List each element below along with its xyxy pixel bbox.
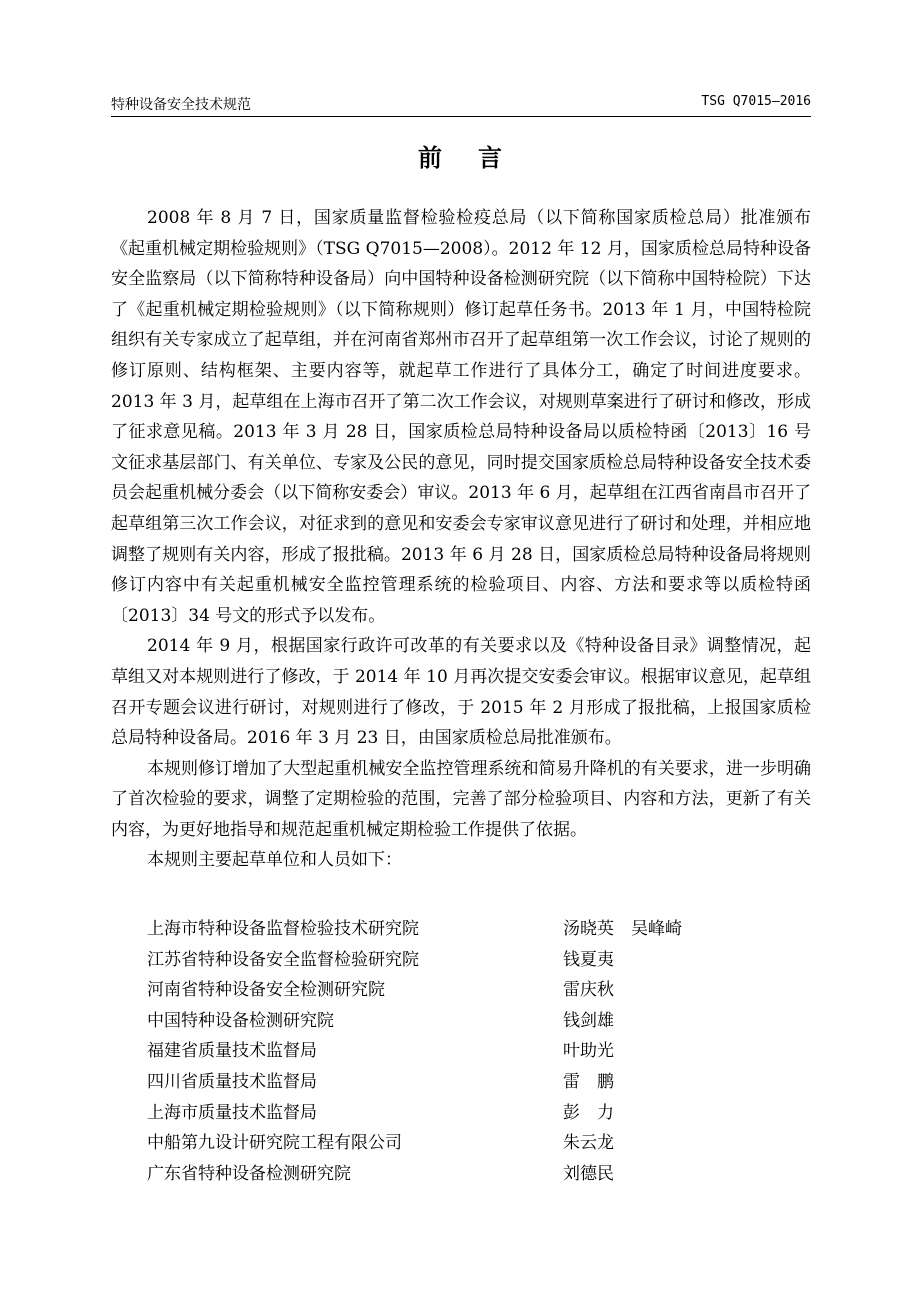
header-standard-code: TSG Q7015—2016 bbox=[701, 94, 811, 109]
drafter-org: 中国特种设备检测研究院 bbox=[147, 1010, 334, 1031]
drafter-people: 彭 力 bbox=[563, 1102, 614, 1123]
drafter-people: 雷庆秋 bbox=[563, 980, 614, 1001]
drafter-row bbox=[147, 975, 811, 1006]
drafter-org: 福建省质量技术监督局 bbox=[147, 1041, 317, 1062]
drafter-row bbox=[147, 914, 811, 945]
drafter-org: 上海市质量技术监督局 bbox=[147, 1102, 317, 1123]
paragraph-history: 2008 年 8 月 7 日，国家质量监督检验检疫总局（以下简称国家质检总局）批准颁布《起重机械定期检验规则》（TSG Q7015—2008）。2012 年 12 月，国家质检总局特种设备安全监察局（以下简称特种设备局）向中国特种设备检测研究院（以下简称中国特检院）下达了《起重机械定期检验规则》（以下简称规则）修订起草任务书。2013 年 1 月，中国特检院组织有关专家成立了起草组，并在河南省郑州市召开了起草组第一次工作会议，讨论了规则的修订原则、结构框架、主要内容等，就起草工作进行了具体分工，确定了时间进度要求。2013 年 3 月，起草组在上海市召开了第二次工作会议，对规则草案进行了研讨和修改，形成了征求意见稿。2013 年 3 月 28 日，国家质检总局特种设备局以质检特函〔2013〕16 号文征求基层部门、有关单位、专家及公民的意见，同时提交国家质检总局特种设备安全技术委员会起重机械分委会（以下简称安委会）审议。2013 年 6 月，起草组在江西省南昌市召开了起草组第三次工作会议，对征求到的意见和安委会专家审议意见进行了研讨和处理，并相应地调整了规则有关内容，形成了报批稿。2013 年 6 月 28 日，国家质检总局特种设备局将规则修订内容中有关起重机械安全监控管理系统的检验项目、内容、方法和要求等以质检特函〔2013〕34 号文的形式予以发布。 bbox=[111, 208, 811, 626]
drafter-row bbox=[147, 945, 811, 976]
drafter-people: 朱云龙 bbox=[563, 1133, 614, 1154]
drafter-org: 广东省特种设备检测研究院 bbox=[147, 1163, 351, 1184]
paragraph-revision-2014: 2014 年 9 月，根据国家行政许可改革的有关要求以及《特种设备目录》调整情况，起草组又对本规则进行了修改，于 2014 年 10 月再次提交安委会审议。根据审议意见，起草组召开专题会议进行研讨，对规则进行了修改，于 2015 年 2 月形成了报批稿，上报国家质检总局特种设备局。2016 年 3 月 23 日，由国家质检总局批准颁布。 bbox=[111, 636, 811, 749]
paragraph-revision-summary: 本规则修订增加了大型起重机械安全监控管理系统和简易升降机的有关要求，进一步明确了首次检验的要求，调整了定期检验的范围，完善了部分检验项目、内容和方法，更新了有关内容，为更好地指导和规范起重机械定期检验工作提供了依据。 bbox=[111, 758, 811, 840]
drafter-people: 汤晓英 吴峰崎 bbox=[563, 919, 682, 939]
drafter-row bbox=[147, 1159, 811, 1190]
drafters-list bbox=[147, 914, 811, 1189]
header-spec-series: 特种设备安全技术规范 bbox=[111, 97, 251, 113]
drafter-row bbox=[147, 1098, 811, 1129]
drafter-row bbox=[147, 1067, 811, 1098]
drafter-people: 刘德民 bbox=[563, 1163, 614, 1184]
drafter-org: 中船第九设计研究院工程有限公司 bbox=[147, 1133, 402, 1154]
drafter-org: 上海市特种设备监督检验技术研究院 bbox=[147, 919, 419, 939]
drafter-row bbox=[147, 1006, 811, 1037]
drafter-people: 钱剑雄 bbox=[563, 1010, 614, 1031]
running-header bbox=[111, 92, 811, 117]
drafters-intro: 本规则主要起草单位和人员如下： bbox=[147, 850, 402, 871]
drafter-people: 钱夏夷 bbox=[563, 949, 614, 970]
drafter-people: 雷 鹏 bbox=[563, 1071, 614, 1092]
drafter-people: 叶助光 bbox=[563, 1041, 614, 1062]
drafter-org: 江苏省特种设备安全监督检验研究院 bbox=[147, 949, 419, 970]
page-title: 前言 bbox=[418, 144, 538, 172]
drafter-row bbox=[147, 1128, 811, 1159]
drafter-org: 河南省特种设备安全检测研究院 bbox=[147, 980, 385, 1001]
preface-body bbox=[111, 203, 811, 876]
drafter-row bbox=[147, 1036, 811, 1067]
drafter-org: 四川省质量技术监督局 bbox=[147, 1071, 317, 1092]
